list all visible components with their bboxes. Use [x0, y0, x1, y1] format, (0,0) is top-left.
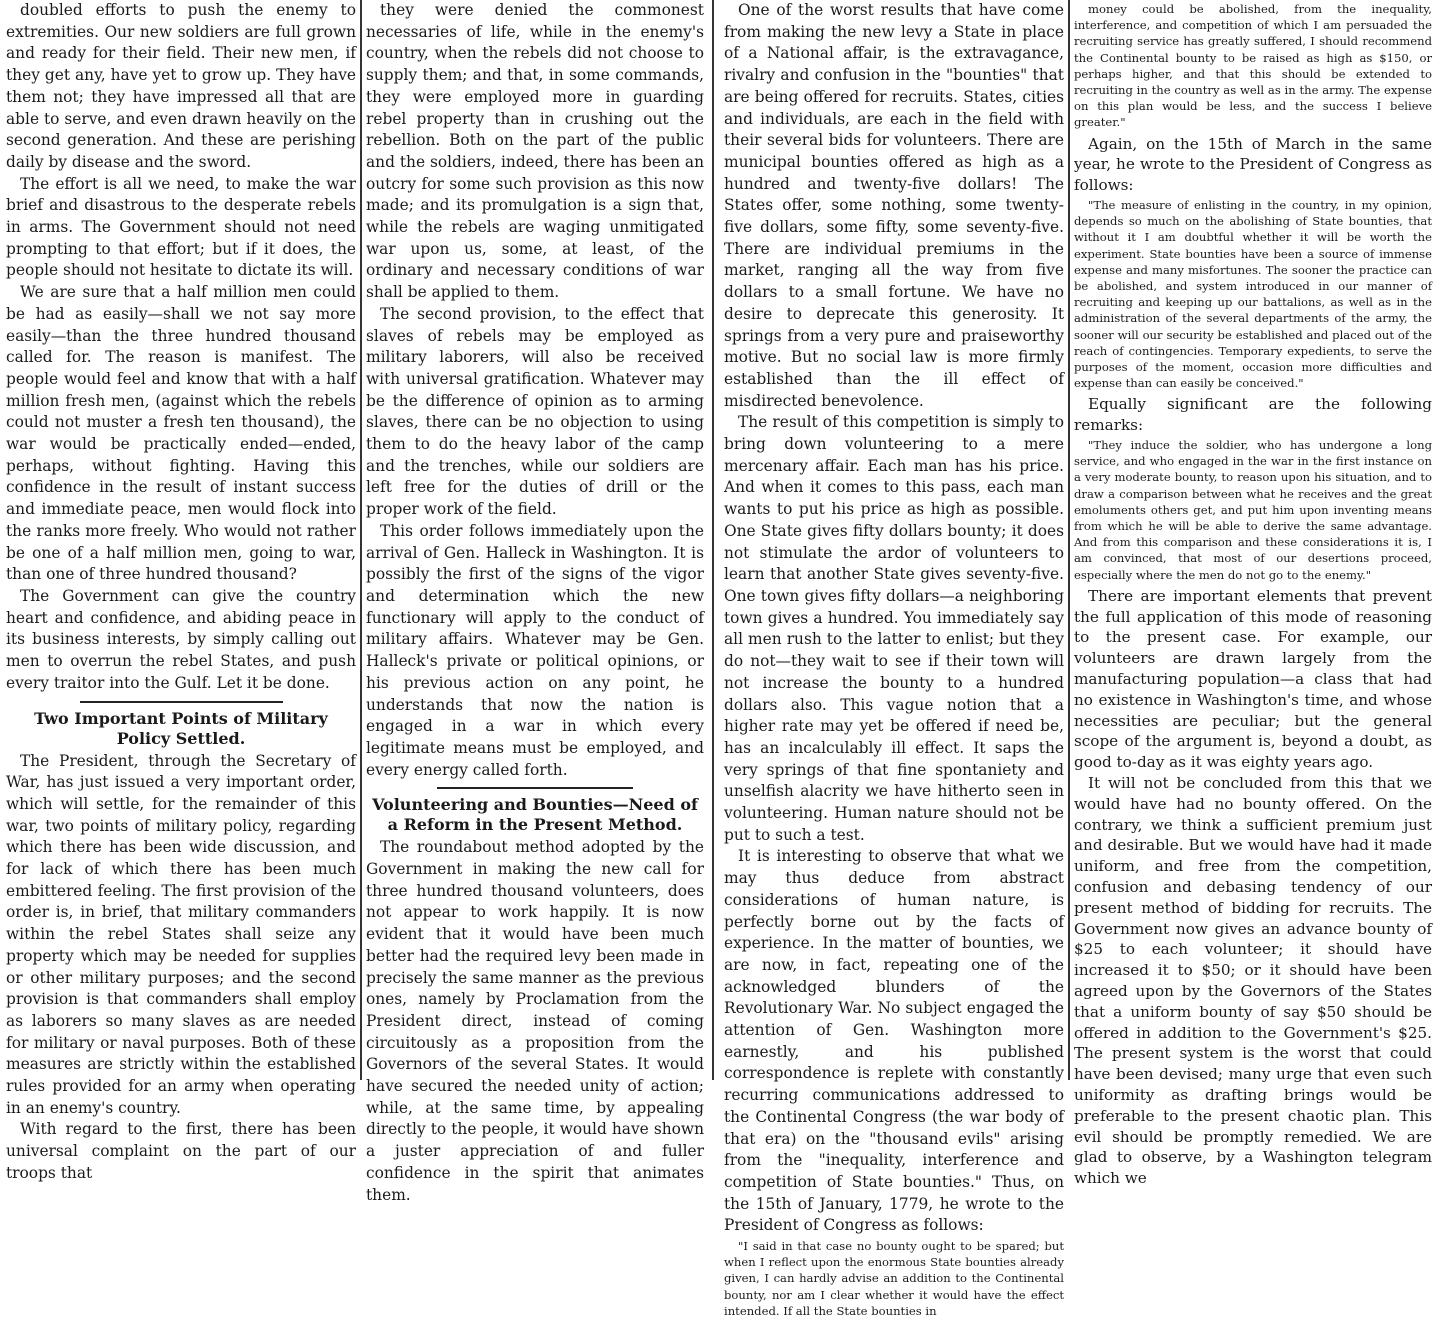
col3-paragraph-1: One of the worst results that have come from making the new levy a State in place of a National affair, is the extravagance, rivalry and confusion in the "bounties" that are being offered for recruits. States, cities and individuals, are each in the field with their several bids for volunteers. There are municipal bounties offered as high as a hundred and twenty-five dollars! The States offer, some nothing, some twenty-five dollars, some fifty, some seventy-five. There are individual premiums in the market, ranging all the way from five dollars to a small fortune. We have no desire to deprecate this generosity. It springs from a very pure and praiseworthy motive. But no social law is more firmly established than the ill effect of misdirected benevolence. — [724, 1, 1064, 410]
column-3 — [724, 0, 1064, 1318]
column-2 — [366, 0, 704, 1204]
col1-paragraph-1: doubled efforts to push the enemy to extremities. Our new soldiers are full grown and ready for their field. Their new men, if they get any, have yet to grow up. They have them not; they have impressed all that are able to serve, and even drawn heavily on the second generation. And these are perishing daily by disease and the sword. — [6, 1, 356, 171]
col1-paragraph-6: With regard to the first, there has been universal complaint on the part of our troops that — [6, 1120, 356, 1182]
column-rule — [712, 0, 714, 1080]
col4-paragraph-2: Equally significant are the following remarks: — [1074, 395, 1432, 435]
col2-paragraph-2: The second provision, to the effect that slaves of rebels may be employed as military laborers, will also be received with universal gratification. Whatever may be the difference of opinion as to arming slaves, there can be no objection to using them to do the heavy labor of the camp and the trenches, while our soldiers are left free for the duties of drill or the proper work of the field. — [366, 304, 704, 519]
col2-paragraph-4: The roundabout method adopted by the Government in making the new call for three hundred thousand volunteers, does not appear to work happily. It is now evident that it would have been much better had the required levy been made in precisely the same manner as the previous ones, namely by Proclamation from the President direct, instead of coming circuitously as a proposition from the Governors of the several States. It would have secured the needed unity of action; while, at the same time, by appealing directly to the people, it would have shown a juster appreciation of and fuller confidence in the spirit that animates them. — [366, 838, 704, 1204]
col4-quote-3: "They induce the soldier, who has undergone a long service, and who engaged in the war in the first instance on a very moderate bounty, to reason upon his situation, and to draw a comparison between what he receives and the great emoluments others get, and put him upon inventing means from which he will be able to derive the same advantage. And from this comparison and these considerations it is, I am convinced, that most of our desertions proceed, especially where the men do not go to the enemy." — [1074, 438, 1432, 582]
col1-paragraph-2: The effort is all we need, to make the war brief and disastrous to the desperate rebels in arms. The Government should not need prompting to that effort; but if it does, the people should not hesitate to dictate its will. — [6, 174, 356, 280]
column-1 — [6, 0, 356, 1182]
article-heading-bounties: Volunteering and Bounties—Need of a Reform in the Present Method. — [372, 795, 698, 835]
col4-paragraph-3: There are important elements that prevent the full application of this mode of reasoning to the present case. For example, our volunteers are drawn largely from the manufacturing population—a class that had no existence in Washington's time, and whose necessities are peculiar; but the general scope of the argument is, beyond a doubt, as good to-day as it was eighty years ago. — [1074, 586, 1432, 772]
article-heading-military-policy: Two Important Points of Military Policy Settled. — [34, 708, 328, 748]
col2-paragraph-3: This order follows immediately upon the arrival of Gen. Halleck in Washington. It is possibly the first of the signs of the vigor and determination which the new functionary will apply to the conduct of military affairs. Whatever may be Gen. Halleck's private or political opinions, or his previous action on any point, he understands that now the nation is engaged in a war in which every legitimate means must be employed, and every energy called forth. — [366, 521, 704, 779]
col1-paragraph-5: The President, through the Secretary of War, has just issued a very important order, which will settle, for the remainder of this war, two points of military policy, regarding which there has been wide discussion, and for lack of which there has been much embittered feeling. The first provision of the order is, in brief, that military commanders within the rebel States shall seize any property which may be needed for supplies or other military purposes; and the second provision is that commanders shall employ as laborers so many slaves as are needed for military or naval purposes. Both of these measures are strictly within the established rules provided for an army when operating in an enemy's country. — [6, 751, 356, 1117]
col1-paragraph-4: The Government can give the country heart and confidence, and abiding peace in its business interests, by simply calling out men to overrun the rebel States, and push every traitor into the Gulf. Let it be done. — [6, 586, 356, 692]
col4-paragraph-1: Again, on the 15th of March in the same year, he wrote to the President of Congress as follows: — [1074, 134, 1432, 195]
col1-paragraph-3: We are sure that a half million men could be had as easily—shall we not say more easily—than the three hundred thousand called for. The reason is manifest. The people would feel and know that with a half million fresh men, (against which the rebels could not muster a fresh ten thousand), the war would be practically ended—ended, perhaps, without fighting. Having this confidence in the result of instant success and immediate peace, men would flock into the ranks more freely. Who would not rather be one of a half million men, going to war, than one of three hundred thousand? — [6, 283, 356, 584]
col2-paragraph-1: they were denied the commonest necessaries of life, while in the enemy's country, when the rebels did not choose to supply them; and that, in some commands, they were employed more in guarding rebel property than in crushing out the rebellion. Both on the part of the public and the soldiers, indeed, there has been an outcry for some such provision as this now made; and its promulgation is a sign that, while the rebels are waging unmitigated war upon us, some, at least, of the ordinary and necessary conditions of war shall be applied to them. — [366, 1, 704, 302]
column-4 — [1074, 0, 1432, 1188]
column-rule — [360, 0, 362, 1080]
col4-quote-2: "The measure of enlisting in the country, in my opinion, depends so much on the abolishing of State bounties, that without it I am doubtful whether it will be worth the experiment. State bounties have been a source of immense expense and many misfortunes. The sooner the practice can be abolished, and system introduced in our manner of recruiting and keeping up our battalions, as well as in the administration of the several departments of the army, the sooner will our security be established and placed out of the reach of contingencies. Temporary expedients, to serve the purposes of the moment, occasion more difficulties and expense than can easily be conceived." — [1074, 198, 1432, 391]
section-divider — [437, 787, 633, 789]
column-rule — [1068, 0, 1070, 1080]
col3-paragraph-2: The result of this competition is simply to bring down volunteering to a mere mercenary affair. Each man has his price. And when it comes to this pass, each man wants to put his price as high as possible. One State gives fifty dollars bounty; it does not stimulate the ardor of volunteers to learn that another State gives seventy-five. One town gives fifty dollars—a neighboring town gives a hundred. You immediately say all men rush to the latter to enlist; but they do not—they wait to see if their town will not increase the bounty to a hundred dollars also. This vague notion that a higher rate may yet be offered if need be, has an incalculably ill effect. It saps the very springs of that fine spontaniety and unselfish alacrity we have hitherto seen in volunteering. Human nature should not be put to such a test. — [724, 413, 1064, 844]
section-divider — [80, 701, 283, 703]
col4-paragraph-4: It will not be concluded from this that we would have had no bounty offered. On the contrary, we think a sufficient premium just and desirable. But we would have had it made uniform, and free from the competition, confusion and debasing tendency of our present method of bidding for recruits. The Government now gives an advance bounty of $25 to each volunteer; it should have increased it to $50; or it should have been agreed upon by the Governors of the States that a uniform bounty of say $50 should be offered in addition to the Government's $25. The present system is the worst that could have been devised; many urge that even such uniformity as drafting brings would be preferable to the present chaotic plan. This evil should be promptly remedied. We are glad to observe, by a Washington telegram which we — [1074, 774, 1432, 1188]
col4-quote-1: money could be abolished, from the inequality, interference, and competition of which I am persuaded the recruiting service has greatly suffered, I should recommend the Continental bounty to be raised as high as $150, or perhaps higher, and that this should be extended to recruiting in the country as well as in the army. The expense on this plan would be less, and the success I believe greater." — [1074, 2, 1432, 130]
col3-paragraph-3: It is interesting to observe that what we may thus deduce from abstract considerations of human nature, is perfectly borne out by the facts of experience. In the matter of bounties, we are now, in fact, repeating one of the acknowledged blunders of the Revolutionary War. No subject engaged the attention of Gen. Washington more earnestly, and his published correspondence is replete with constantly recurring communications addressed to the Continental Congress (the war body of that era) on the "thousand evils" arising from the "inequality, interference and competition of State bounties." Thus, on the 15th of January, 1779, he wrote to the President of Congress as follows: — [724, 847, 1064, 1235]
col3-quote: "I said in that case no bounty ought to be spared; but when I reflect upon the enormous State bounties already given, I can hardly advise an addition to the Continental bounty, nor am I clear whether it would have the effect intended. If all the State bounties in — [724, 1239, 1064, 1318]
